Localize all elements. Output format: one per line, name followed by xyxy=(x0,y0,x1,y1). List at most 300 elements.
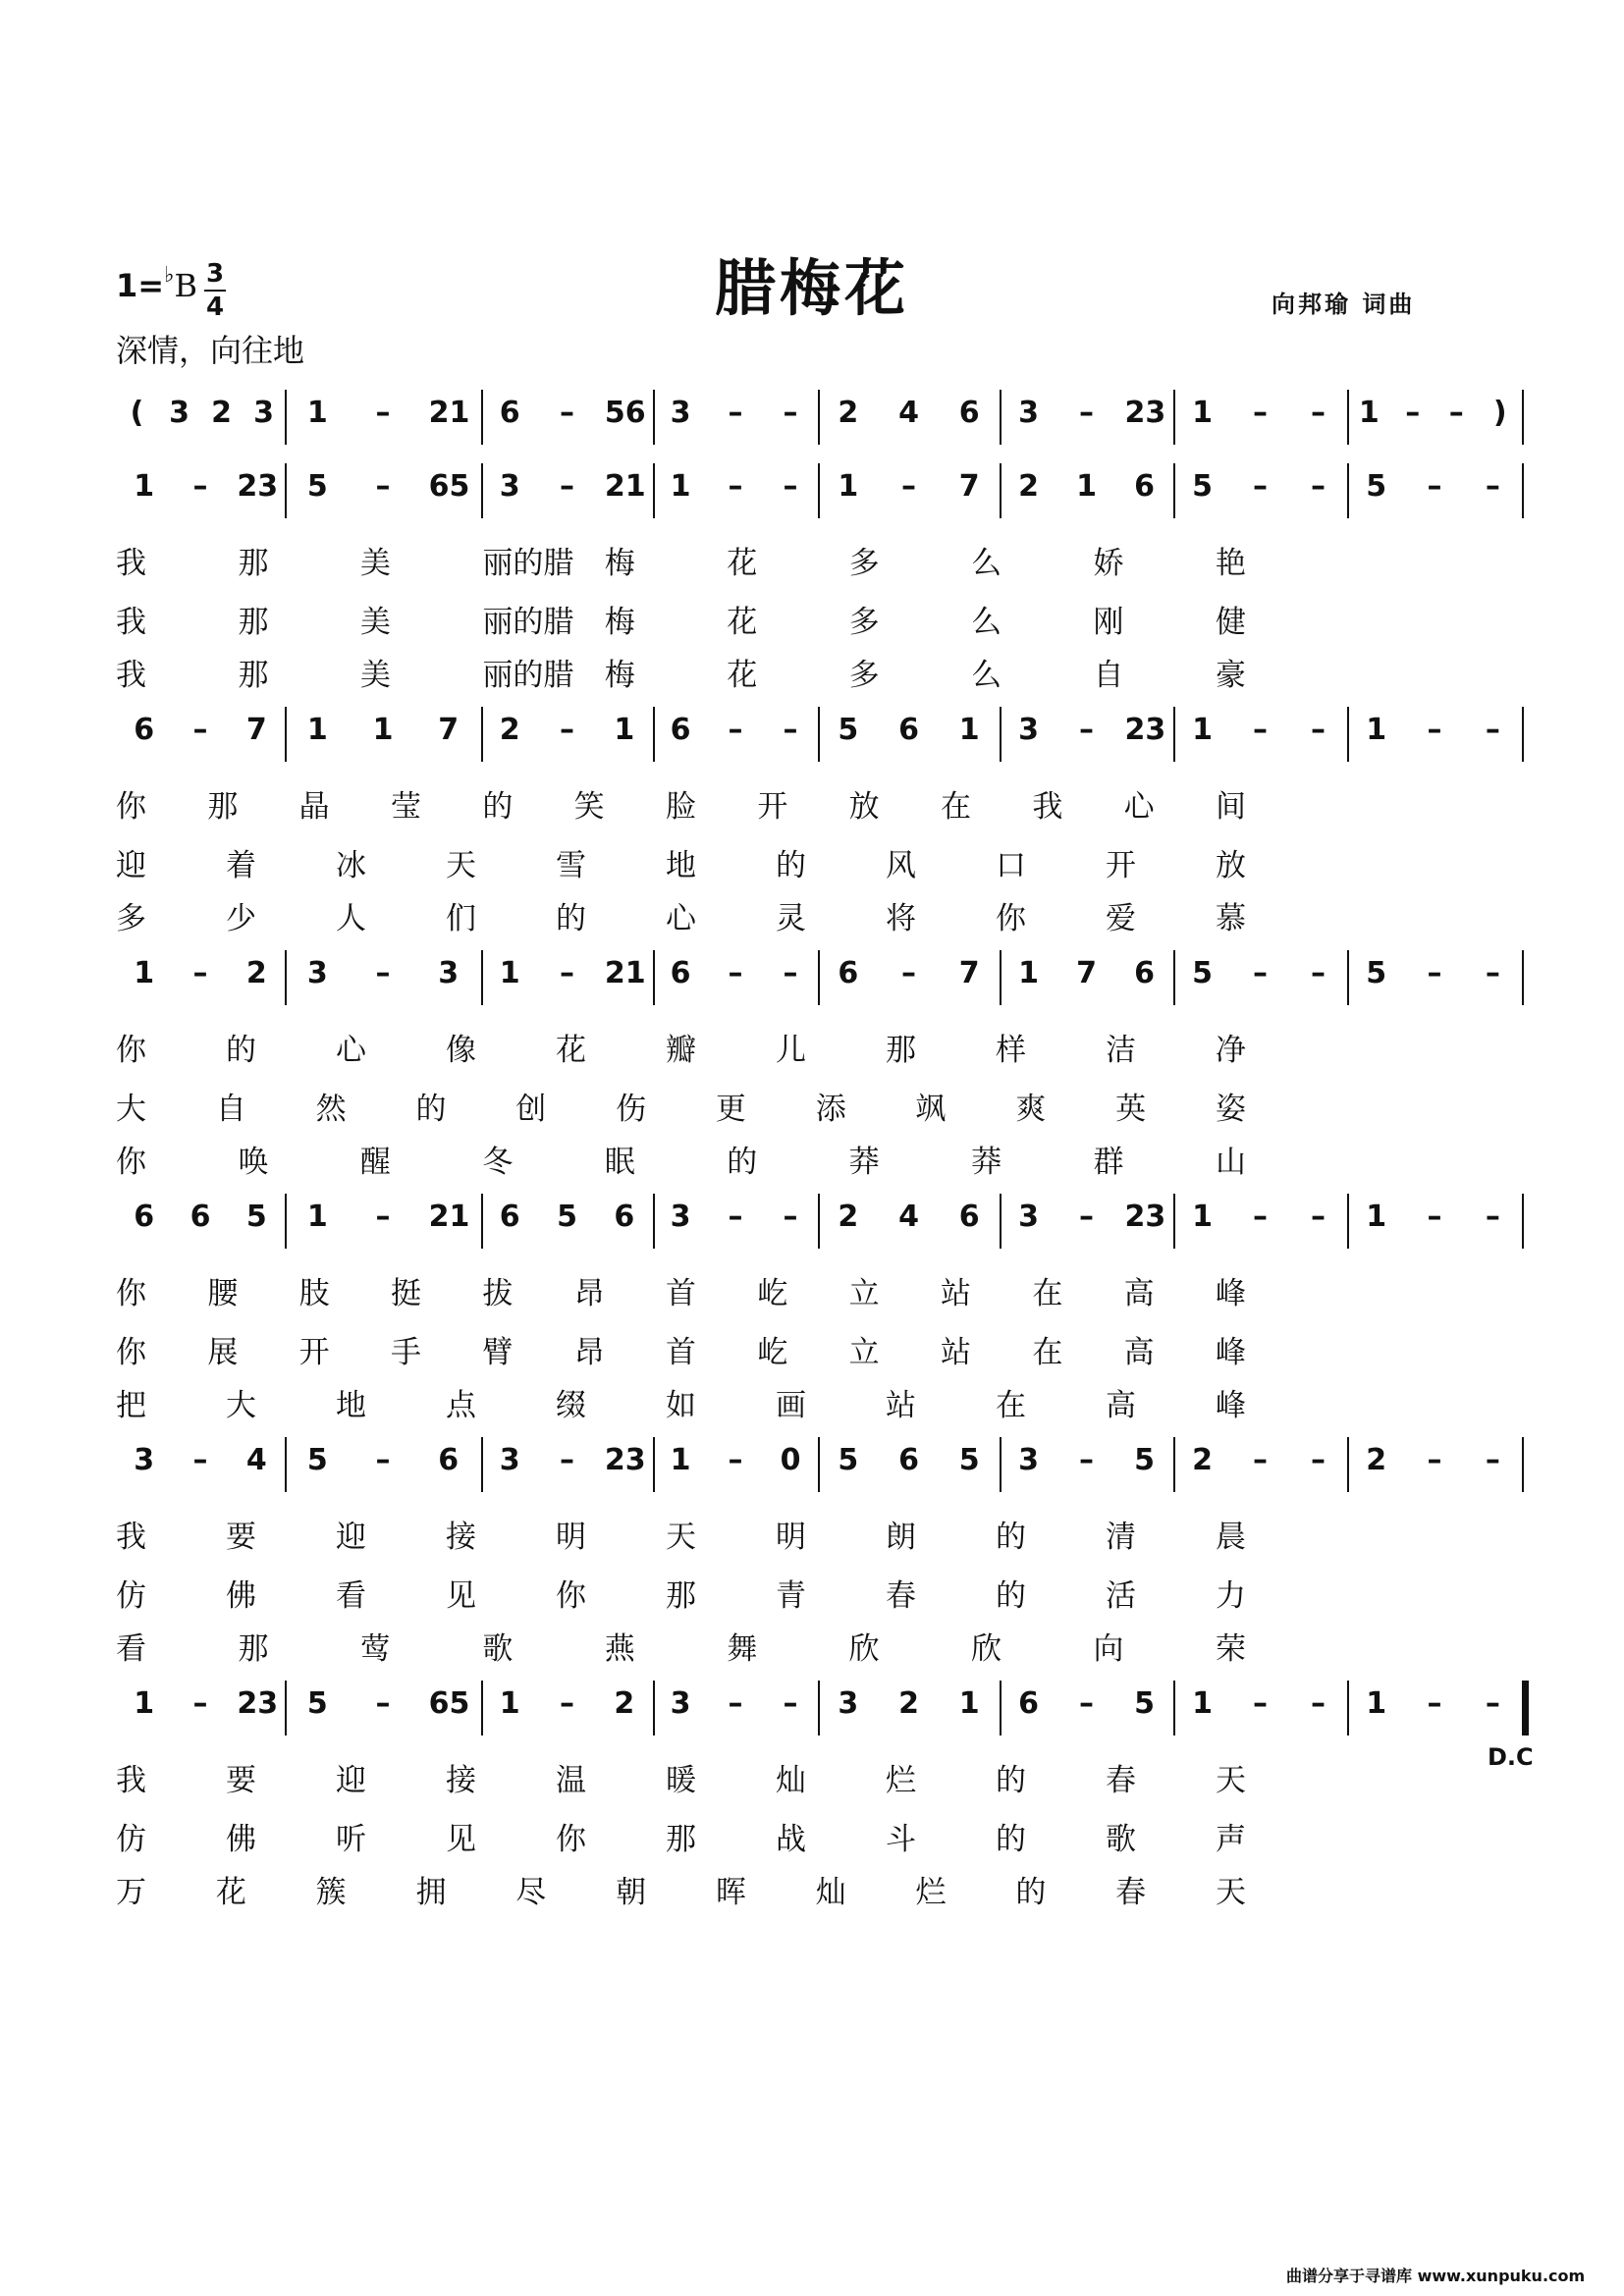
barline xyxy=(1347,707,1349,762)
note: 5 xyxy=(1366,956,1387,990)
lyric-syllable: 笑 xyxy=(573,789,605,825)
lyric-syllable: 脸 xyxy=(666,789,696,825)
note: 3 xyxy=(1018,1443,1039,1477)
lyric-syllable: 那 xyxy=(238,1631,269,1667)
lyric-syllable: 肢 xyxy=(298,1276,330,1311)
dash-extension: – xyxy=(1485,1200,1500,1234)
note: 6 xyxy=(134,1200,155,1234)
lyric-syllable: 看 xyxy=(116,1631,146,1667)
lyric-syllable: 将 xyxy=(886,901,916,936)
lyric-syllable: 峰 xyxy=(1216,1388,1246,1423)
lyric-syllable: 把 xyxy=(116,1388,146,1423)
lyric-syllable: 我 xyxy=(116,546,146,581)
time-signature-bottom: 4 xyxy=(205,293,225,322)
lyric-syllable: 伤 xyxy=(616,1092,647,1127)
lyric-syllable: 自 xyxy=(1093,658,1124,693)
lyric-syllable: 灿 xyxy=(815,1875,846,1910)
lyric-syllable: 臂 xyxy=(482,1335,514,1370)
note: 1 xyxy=(1366,713,1387,747)
lyric-syllable: 的 xyxy=(226,1033,256,1068)
lyric-syllable: 你 xyxy=(556,1822,586,1857)
lyric-syllable: 听 xyxy=(336,1822,366,1857)
dash-extension: – xyxy=(901,956,916,990)
lyric-syllable: 灵 xyxy=(776,901,806,936)
lyric-syllable: 烂 xyxy=(886,1763,916,1798)
tempo-marking: 深情，向往地 xyxy=(116,332,305,369)
dash-extension: – xyxy=(1079,1686,1094,1721)
dash-extension: – xyxy=(1485,1443,1500,1477)
lyric-syllable: 在 xyxy=(1032,1276,1063,1311)
note: 5 xyxy=(1134,1443,1155,1477)
lyric-syllable: 你 xyxy=(996,901,1026,936)
note: 3 xyxy=(670,1686,691,1721)
barline xyxy=(653,463,655,518)
lyric-syllable: 的 xyxy=(482,789,514,825)
note: 4 xyxy=(898,396,919,430)
note: 6 xyxy=(670,713,691,747)
dash-extension: – xyxy=(1253,956,1268,990)
note: 4 xyxy=(245,1443,267,1477)
lyric-syllable: 自 xyxy=(215,1092,246,1127)
parenthesis: ) xyxy=(1492,396,1507,430)
note: 5 xyxy=(306,469,328,504)
note: 5 xyxy=(245,1200,267,1234)
lyric-syllable: 高 xyxy=(1123,1276,1155,1311)
final-barline xyxy=(1518,1681,1529,1735)
note: 1 xyxy=(499,956,520,990)
lyric-syllable: 娇 xyxy=(1093,546,1124,581)
lyric-syllable: 的 xyxy=(996,1578,1026,1614)
lyric-syllable: 艳 xyxy=(1216,546,1246,581)
lyric-syllable: 花 xyxy=(727,546,758,581)
dash-extension: – xyxy=(1253,396,1268,430)
lyric-syllable: 梅 xyxy=(604,546,635,581)
dash-extension: – xyxy=(375,1200,391,1234)
dash-extension: – xyxy=(560,956,574,990)
lyric-syllable: 画 xyxy=(776,1388,806,1423)
barline xyxy=(653,1437,655,1492)
lyric-syllable: 莹 xyxy=(391,789,421,825)
barline xyxy=(481,1194,483,1249)
dash-extension: – xyxy=(375,956,391,990)
lyric-syllable: 活 xyxy=(1106,1578,1136,1614)
barline xyxy=(1000,1437,1001,1492)
note: 2 xyxy=(898,1686,919,1721)
barline xyxy=(1522,390,1524,445)
note: 6 xyxy=(958,396,980,430)
lyric-syllable: 那 xyxy=(666,1822,696,1857)
lyric-syllable: 我 xyxy=(116,605,146,640)
dash-extension: – xyxy=(1079,1200,1094,1234)
lyric-syllable: 站 xyxy=(886,1388,916,1423)
barline xyxy=(1347,1681,1349,1735)
lyric-syllable: 你 xyxy=(116,789,146,825)
lyric-syllable: 多 xyxy=(848,605,880,640)
dash-extension: – xyxy=(375,469,391,504)
lyric-syllable: 群 xyxy=(1093,1145,1124,1180)
lyric-syllable: 荣 xyxy=(1216,1631,1246,1667)
lyric-syllable: 立 xyxy=(848,1276,880,1311)
note: 1 xyxy=(134,956,155,990)
note: 6 xyxy=(189,1200,211,1234)
lyric-syllable: 那 xyxy=(886,1033,916,1068)
lyric-syllable: 站 xyxy=(941,1335,971,1370)
barline xyxy=(1347,1437,1349,1492)
lyric-syllable: 你 xyxy=(116,1145,146,1180)
lyric-syllable: 们 xyxy=(446,901,476,936)
lyric-syllable: 万 xyxy=(116,1875,146,1910)
lyric-syllable: 昂 xyxy=(573,1335,605,1370)
note: 1 xyxy=(670,469,691,504)
note: 3 xyxy=(838,1686,859,1721)
song-title: 腊梅花 xyxy=(714,252,909,324)
note: 65 xyxy=(428,469,470,504)
lyric-syllable: 见 xyxy=(446,1578,476,1614)
lyric-syllable: 在 xyxy=(996,1388,1026,1423)
note: 1 xyxy=(614,713,635,747)
dash-extension: – xyxy=(1253,1443,1268,1477)
barline xyxy=(1173,1681,1175,1735)
note: 6 xyxy=(614,1200,635,1234)
lyric-syllable: 净 xyxy=(1216,1033,1246,1068)
barline xyxy=(1347,950,1349,1005)
barline xyxy=(653,390,655,445)
dash-extension: – xyxy=(1485,713,1500,747)
dash-extension: – xyxy=(1427,713,1442,747)
lyric-syllable: 天 xyxy=(1216,1763,1246,1798)
lyric-syllable: 拥 xyxy=(415,1875,447,1910)
dash-extension: – xyxy=(728,713,743,747)
lyric-syllable: 姿 xyxy=(1216,1092,1246,1127)
note: 6 xyxy=(958,1200,980,1234)
note: 0 xyxy=(780,1443,801,1477)
dash-extension: – xyxy=(728,1686,743,1721)
note: 1 xyxy=(1366,1686,1387,1721)
lyric-syllable: 梅 xyxy=(604,658,635,693)
note: 3 xyxy=(499,469,520,504)
lyric-syllable: 你 xyxy=(116,1335,146,1370)
lyric-syllable: 多 xyxy=(116,901,146,936)
note: 6 xyxy=(1134,469,1155,504)
dash-extension: – xyxy=(192,713,208,747)
note: 6 xyxy=(134,713,155,747)
footer-credit: 曲谱分享于寻谱库 www.xunpuku.com xyxy=(1286,2267,1586,2285)
note: 1 xyxy=(499,1686,520,1721)
note: 6 xyxy=(499,1200,520,1234)
barline xyxy=(285,950,287,1005)
lyric-syllable: 么 xyxy=(971,546,1002,581)
lyric-syllable: 歌 xyxy=(1106,1822,1136,1857)
lyric-syllable: 屹 xyxy=(757,1276,788,1311)
barline xyxy=(481,1681,483,1735)
lyric-syllable: 高 xyxy=(1106,1388,1136,1423)
dash-extension: – xyxy=(1311,713,1326,747)
dash-extension: – xyxy=(560,469,574,504)
barline xyxy=(1347,463,1349,518)
lyric-syllable: 簇 xyxy=(315,1875,347,1910)
lyric-syllable: 莽 xyxy=(848,1145,880,1180)
lyric-syllable: 立 xyxy=(848,1335,880,1370)
lyric-syllable: 间 xyxy=(1216,789,1246,825)
note: 4 xyxy=(898,1200,919,1234)
note: 6 xyxy=(670,956,691,990)
barline xyxy=(481,463,483,518)
barline xyxy=(1173,950,1175,1005)
lyric-syllable: 豪 xyxy=(1216,658,1246,693)
lyric-syllable: 着 xyxy=(226,848,256,883)
barline xyxy=(1000,463,1001,518)
lyric-syllable: 人 xyxy=(336,901,366,936)
time-signature-top: 3 xyxy=(205,259,225,289)
lyric-syllable: 天 xyxy=(666,1520,696,1555)
lyric-syllable: 清 xyxy=(1106,1520,1136,1555)
note: 1 xyxy=(838,469,859,504)
score-system xyxy=(0,388,1624,447)
lyric-syllable: 舞 xyxy=(727,1631,758,1667)
lyric-syllable: 迎 xyxy=(116,848,146,883)
lyric-syllable: 花 xyxy=(556,1033,586,1068)
note: 5 xyxy=(1366,469,1387,504)
lyric-syllable: 斗 xyxy=(886,1822,916,1857)
dash-extension: – xyxy=(192,1443,208,1477)
lyric-syllable: 那 xyxy=(666,1578,696,1614)
lyric-syllable: 朝 xyxy=(616,1875,647,1910)
note: 1 xyxy=(306,713,328,747)
note: 23 xyxy=(237,469,279,504)
barline xyxy=(481,1437,483,1492)
key-prefix: 1= xyxy=(116,267,165,304)
barline xyxy=(285,463,287,518)
lyric-syllable: 我 xyxy=(116,1763,146,1798)
lyric-syllable: 明 xyxy=(556,1520,586,1555)
lyric-syllable: 灿 xyxy=(776,1763,806,1798)
lyric-syllable: 梅 xyxy=(604,605,635,640)
lyric-syllable: 美 xyxy=(359,605,391,640)
note: 3 xyxy=(499,1443,520,1477)
dash-extension: – xyxy=(1311,396,1326,430)
note: 1 xyxy=(134,469,155,504)
lyric-syllable: 春 xyxy=(886,1578,916,1614)
dash-extension: – xyxy=(192,469,208,504)
flat-symbol: ♭ xyxy=(164,263,175,288)
lyric-syllable: 花 xyxy=(215,1875,246,1910)
note: 3 xyxy=(1018,713,1039,747)
lyric-syllable: 尽 xyxy=(515,1875,547,1910)
barline xyxy=(1522,463,1524,518)
barline xyxy=(818,1681,820,1735)
note: 5 xyxy=(306,1443,328,1477)
note: 3 xyxy=(169,396,189,430)
note: 2 xyxy=(614,1686,635,1721)
barline xyxy=(818,950,820,1005)
dash-extension: – xyxy=(560,396,574,430)
lyric-syllable: 健 xyxy=(1216,605,1246,640)
lyric-syllable: 开 xyxy=(298,1335,330,1370)
time-signature xyxy=(204,259,226,322)
dash-extension: – xyxy=(728,469,743,504)
lyric-syllable: 朗 xyxy=(886,1520,916,1555)
barline xyxy=(818,463,820,518)
barline xyxy=(481,707,483,762)
lyric-syllable: 丽的腊 xyxy=(482,546,574,581)
note: 1 xyxy=(1192,1200,1213,1234)
note: 7 xyxy=(438,713,460,747)
lyric-syllable: 峰 xyxy=(1216,1335,1246,1370)
dash-extension: – xyxy=(1427,1443,1442,1477)
lyric-syllable: 向 xyxy=(1093,1631,1124,1667)
barline xyxy=(653,707,655,762)
note: 23 xyxy=(1124,713,1166,747)
note: 2 xyxy=(211,396,232,430)
score-system xyxy=(0,461,1624,693)
dash-extension: – xyxy=(1427,1200,1442,1234)
lyric-syllable: 的 xyxy=(556,901,586,936)
lyric-syllable: 手 xyxy=(391,1335,421,1370)
note: 6 xyxy=(438,1443,460,1477)
lyric-syllable: 接 xyxy=(446,1520,476,1555)
lyric-syllable: 缀 xyxy=(556,1388,586,1423)
dash-extension: – xyxy=(728,396,743,430)
lyric-syllable: 春 xyxy=(1115,1875,1147,1910)
dash-extension: – xyxy=(1253,1200,1268,1234)
barline xyxy=(653,1194,655,1249)
dash-extension: – xyxy=(1485,469,1500,504)
dash-extension: – xyxy=(1427,956,1442,990)
barline xyxy=(1000,950,1001,1005)
lyric-syllable: 站 xyxy=(941,1276,971,1311)
note: 1 xyxy=(1358,396,1380,430)
note: 5 xyxy=(1134,1686,1155,1721)
author-credit: 向邦瑜 词曲 xyxy=(1272,291,1416,318)
note: 23 xyxy=(1124,396,1166,430)
score-system xyxy=(0,705,1624,936)
note: 2 xyxy=(499,713,520,747)
lyric-syllable: 佛 xyxy=(226,1822,256,1857)
lyric-syllable: 你 xyxy=(116,1276,146,1311)
note: 2 xyxy=(1192,1443,1213,1477)
lyric-syllable: 地 xyxy=(336,1388,366,1423)
lyric-syllable: 声 xyxy=(1216,1822,1246,1857)
lyric-syllable: 唤 xyxy=(238,1145,269,1180)
note: 3 xyxy=(670,1200,691,1234)
lyric-syllable: 那 xyxy=(207,789,239,825)
note: 3 xyxy=(670,396,691,430)
lyric-syllable: 地 xyxy=(666,848,696,883)
note: 1 xyxy=(670,1443,691,1477)
lyric-syllable: 晶 xyxy=(298,789,330,825)
note: 6 xyxy=(1018,1686,1039,1721)
lyric-syllable: 力 xyxy=(1216,1578,1246,1614)
note: 3 xyxy=(1018,1200,1039,1234)
lyric-syllable: 开 xyxy=(1106,848,1136,883)
lyric-syllable: 仿 xyxy=(116,1578,146,1614)
lyric-syllable: 莽 xyxy=(971,1145,1002,1180)
note: 21 xyxy=(604,469,646,504)
dash-extension: – xyxy=(1253,469,1268,504)
lyric-syllable: 在 xyxy=(941,789,971,825)
lyric-syllable: 温 xyxy=(556,1763,586,1798)
lyric-syllable: 首 xyxy=(666,1276,696,1311)
lyric-syllable: 的 xyxy=(996,1822,1026,1857)
note: 5 xyxy=(838,713,859,747)
barline xyxy=(818,1437,820,1492)
lyric-syllable: 明 xyxy=(776,1520,806,1555)
lyric-syllable: 冰 xyxy=(336,848,366,883)
lyric-syllable: 要 xyxy=(226,1520,256,1555)
lyric-syllable: 的 xyxy=(996,1520,1026,1555)
lyric-syllable: 醒 xyxy=(359,1145,391,1180)
key-note: B xyxy=(174,267,197,304)
lyric-syllable: 的 xyxy=(996,1763,1026,1798)
lyric-syllable: 的 xyxy=(776,848,806,883)
lyric-syllable: 爱 xyxy=(1106,901,1136,936)
lyric-syllable: 佛 xyxy=(226,1578,256,1614)
lyric-syllable: 然 xyxy=(315,1092,347,1127)
lyric-syllable: 屹 xyxy=(757,1335,788,1370)
note: 1 xyxy=(134,1686,155,1721)
dash-extension: – xyxy=(375,1686,391,1721)
barline xyxy=(1522,707,1524,762)
barline xyxy=(1000,1194,1001,1249)
barline xyxy=(1173,390,1175,445)
lyric-syllable: 天 xyxy=(1216,1875,1246,1910)
note: 2 xyxy=(1018,469,1039,504)
lyric-syllable: 多 xyxy=(848,546,880,581)
barline xyxy=(653,950,655,1005)
lyric-syllable: 冬 xyxy=(482,1145,514,1180)
note: 1 xyxy=(306,1200,328,1234)
lyric-syllable: 你 xyxy=(116,1033,146,1068)
barline xyxy=(285,1681,287,1735)
note: 21 xyxy=(428,396,470,430)
lyric-syllable: 烂 xyxy=(915,1875,947,1910)
key-signature xyxy=(116,263,197,304)
dash-extension: – xyxy=(783,1200,798,1234)
lyric-syllable: 燕 xyxy=(604,1631,635,1667)
time-signature-divider xyxy=(204,290,226,292)
lyric-syllable: 要 xyxy=(226,1763,256,1798)
dash-extension: – xyxy=(1485,1686,1500,1721)
note: 2 xyxy=(245,956,267,990)
dash-extension: – xyxy=(728,956,743,990)
note: 1 xyxy=(1192,713,1213,747)
note: 6 xyxy=(838,956,859,990)
dash-extension: – xyxy=(1079,1443,1094,1477)
lyric-syllable: 儿 xyxy=(776,1033,806,1068)
lyric-syllable: 美 xyxy=(359,658,391,693)
lyric-syllable: 点 xyxy=(446,1388,476,1423)
dash-extension: – xyxy=(1311,1686,1326,1721)
note: 1 xyxy=(1366,1200,1387,1234)
dash-extension: – xyxy=(1485,956,1500,990)
lyric-syllable: 的 xyxy=(415,1092,447,1127)
dash-extension: – xyxy=(375,1443,391,1477)
dash-extension: – xyxy=(1079,713,1094,747)
lyric-syllable: 在 xyxy=(1032,1335,1063,1370)
lyric-syllable: 你 xyxy=(556,1578,586,1614)
lyric-syllable: 高 xyxy=(1123,1335,1155,1370)
note: 1 xyxy=(958,713,980,747)
lyric-syllable: 我 xyxy=(116,1520,146,1555)
dash-extension: – xyxy=(1079,396,1094,430)
note: 1 xyxy=(1076,469,1097,504)
note: 3 xyxy=(1018,396,1039,430)
lyric-syllable: 少 xyxy=(226,901,256,936)
dash-extension: – xyxy=(783,396,798,430)
lyric-syllable: 花 xyxy=(727,658,758,693)
lyric-syllable: 莺 xyxy=(359,1631,391,1667)
lyric-syllable: 心 xyxy=(666,901,696,936)
